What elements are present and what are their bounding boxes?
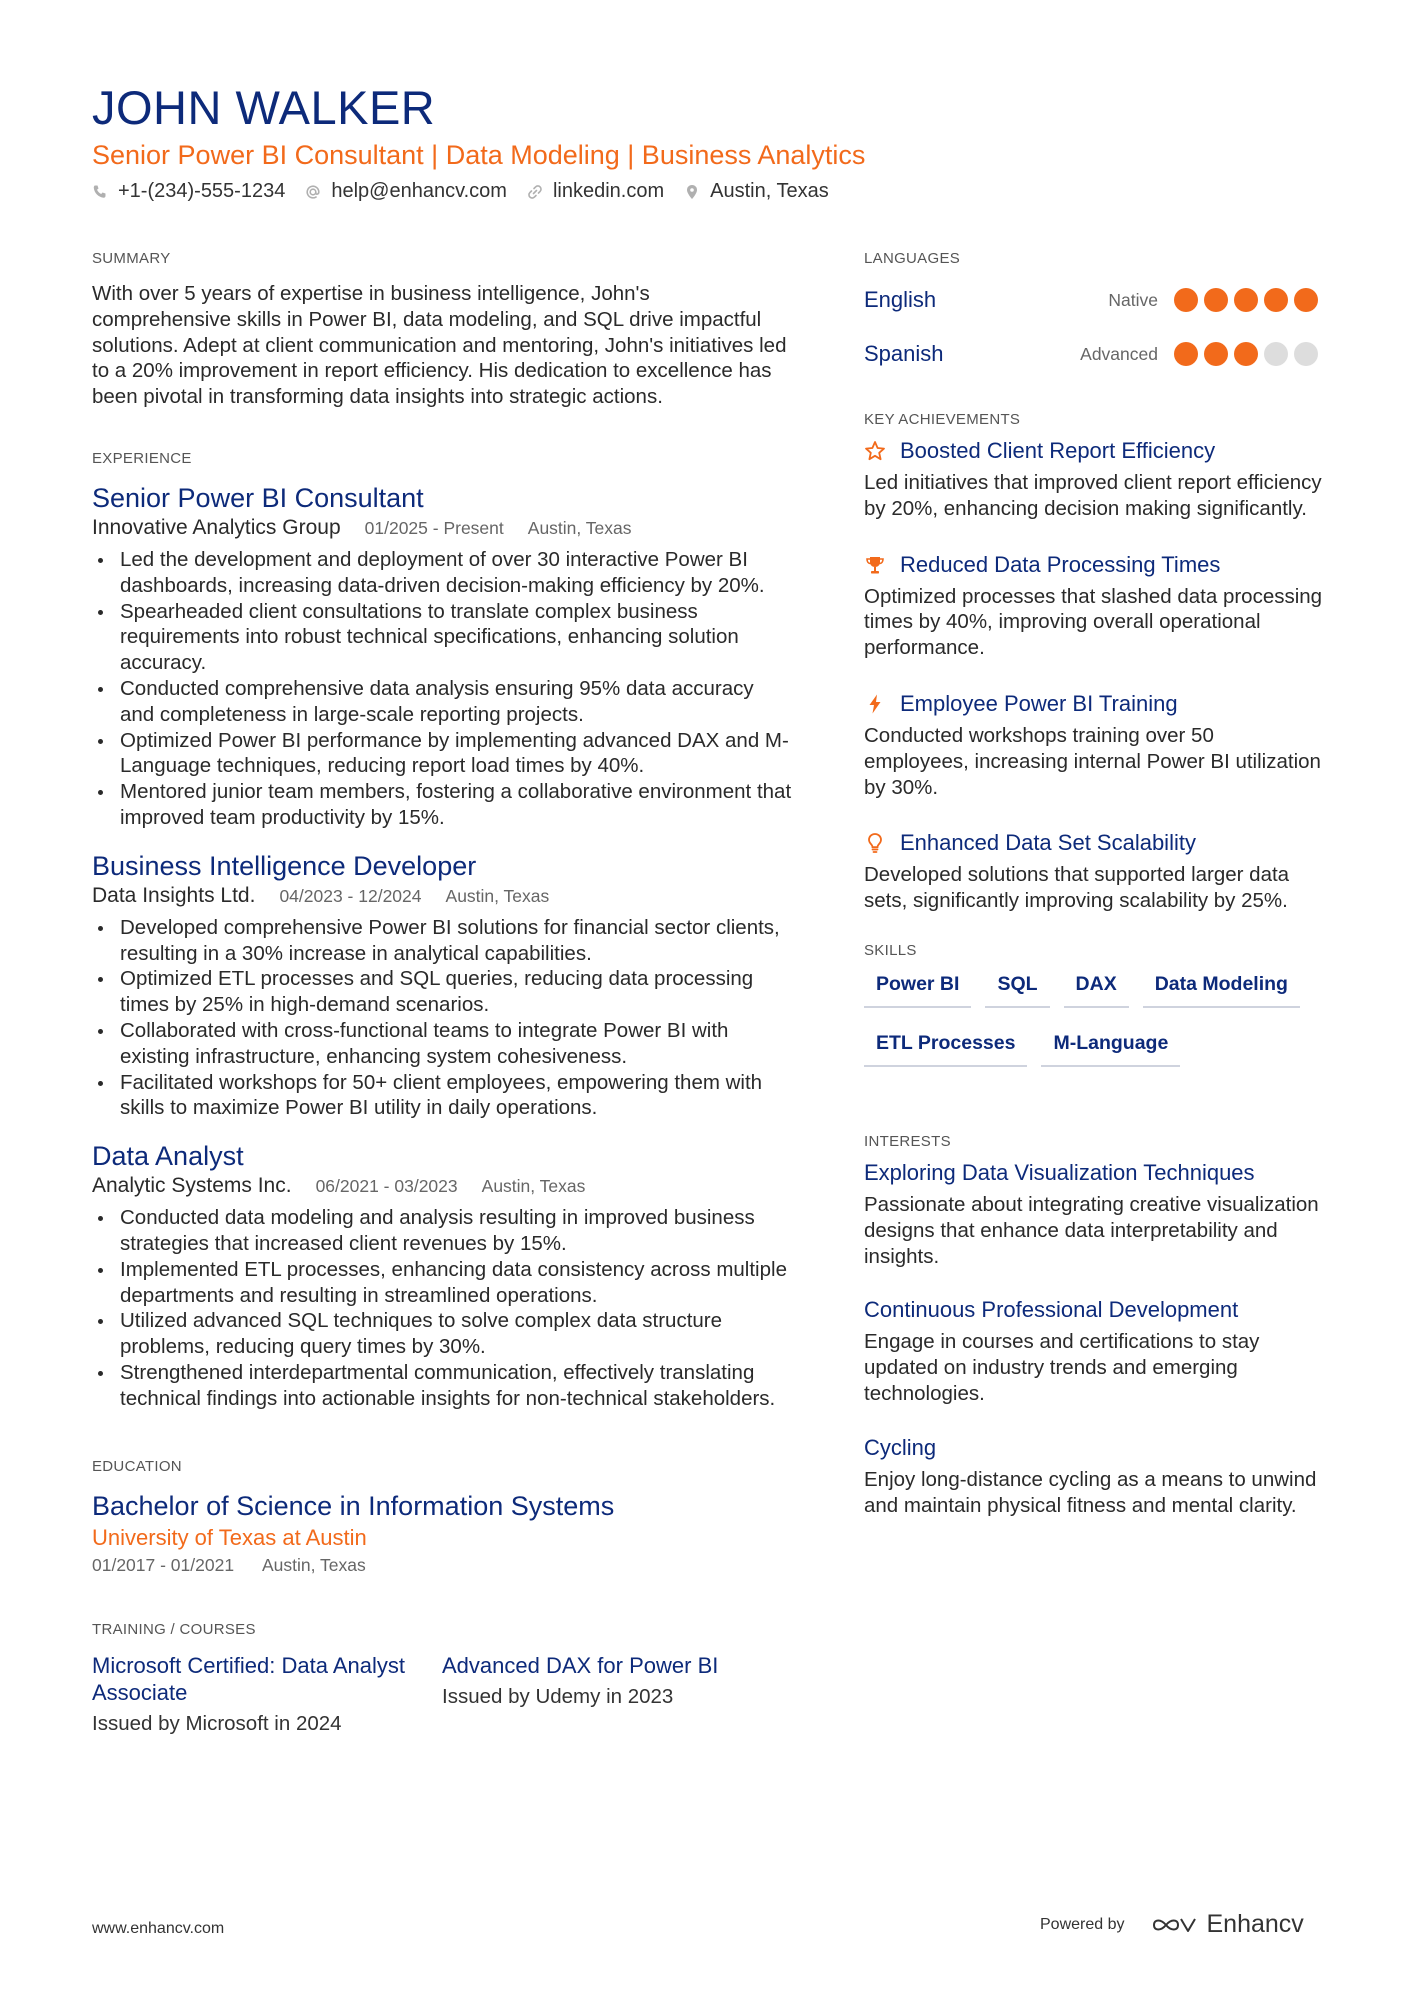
- job-entry: [92, 849, 792, 1121]
- job-company: Analytic Systems Inc.: [92, 1174, 292, 1198]
- footer-website[interactable]: www.enhancv.com: [92, 1920, 225, 1937]
- skill-tag: SQL: [985, 967, 1049, 1008]
- rating-dot-empty: [1264, 342, 1288, 366]
- bullet-item: Strengthened interdepartmental communication, effectively translating technical findings into actionable insights for non-technical stakeholders.: [92, 1360, 792, 1412]
- interest-title: Cycling: [864, 1434, 937, 1460]
- language-row: [864, 327, 1324, 381]
- job-entry: [92, 1139, 792, 1411]
- skills-section: [864, 942, 1324, 1085]
- rating-dot-filled: [1174, 342, 1198, 366]
- education-dates: 01/2017 - 01/2021: [92, 1554, 235, 1575]
- achievement-desc: Led initiatives that improved client report efficiency by 20%, enhancing decision making significantly.: [864, 471, 1322, 520]
- achievement-item: [864, 436, 1324, 522]
- rating-dot-empty: [1294, 342, 1318, 366]
- language-name: Spanish: [864, 341, 944, 366]
- interests-heading: INTERESTS: [864, 1132, 951, 1150]
- achievements-heading: KEY ACHIEVEMENTS: [864, 411, 1021, 428]
- brand-name: Enhancv: [1206, 1910, 1304, 1938]
- achievement-title: Employee Power BI Training: [900, 690, 1178, 716]
- bullet-item: Utilized advanced SQL techniques to solve complex data structure problems, reducing query times by 30%.: [92, 1308, 792, 1360]
- bullet-item: Implemented ETL processes, enhancing data consistency across multiple departments and resulting in streamlined operations.: [92, 1257, 792, 1309]
- at-icon: [305, 184, 321, 200]
- language-name: English: [864, 287, 937, 312]
- achievement-desc: Optimized processes that slashed data processing times by 40%, improving overall operational performance.: [864, 584, 1323, 660]
- job-title: Data Analyst: [92, 1141, 244, 1172]
- education-school: University of Texas at Austin: [92, 1524, 367, 1550]
- job-title: Senior Power BI Consultant: [92, 482, 424, 513]
- experience-section: [92, 450, 792, 1412]
- language-level: Advanced: [1080, 343, 1158, 364]
- rating-dot-filled: [1174, 288, 1198, 312]
- bullet-item: Facilitated workshops for 50+ client employees, empowering them with skills to maximize Power BI utility in daily operations.: [92, 1070, 792, 1122]
- contact-phone[interactable]: [92, 180, 285, 203]
- link-icon: [527, 184, 543, 200]
- course-title: Microsoft Certified: Data Analyst Associate: [92, 1652, 406, 1705]
- trophy-icon: [864, 554, 886, 576]
- education-location: Austin, Texas: [261, 1554, 366, 1575]
- job-bullets: [92, 1205, 792, 1411]
- achievement-desc: Conducted workshops training over 50 employees, increasing internal Power BI utilization by 30%.: [864, 723, 1321, 799]
- rating-dot-filled: [1204, 288, 1228, 312]
- phone-icon: [92, 184, 108, 200]
- left-column: [92, 250, 792, 1776]
- interest-item: [864, 1158, 1324, 1269]
- achievement-item: [864, 550, 1324, 661]
- candidate-name: JOHN WALKER: [92, 81, 436, 134]
- rating-dot-filled: [1294, 288, 1318, 312]
- training-section: [92, 1621, 792, 1736]
- job-meta: [92, 515, 792, 541]
- skill-tag: ETL Processes: [864, 1026, 1027, 1067]
- education-meta: [92, 1553, 792, 1577]
- location-icon: [684, 184, 700, 200]
- job-entry: [92, 481, 792, 831]
- enhancv-logo-icon: [1151, 1913, 1197, 1937]
- contact-bar: [92, 180, 849, 203]
- language-rating: [1174, 288, 1324, 312]
- bullet-item: Optimized ETL processes and SQL queries, reducing data processing times by 25% in high-demand scenarios.: [92, 966, 792, 1018]
- experience-heading: EXPERIENCE: [92, 449, 192, 467]
- job-meta: [92, 1173, 792, 1199]
- language-row: [864, 273, 1324, 327]
- job-dates: 04/2023 - 12/2024: [279, 885, 422, 906]
- interest-title: Continuous Professional Development: [864, 1297, 1239, 1323]
- job-location: Austin, Texas: [527, 517, 632, 538]
- interest-title: Exploring Data Visualization Techniques: [864, 1159, 1255, 1185]
- bullet-item: Conducted comprehensive data analysis ensuring 95% data accuracy and completeness in large-scale reporting projects.: [92, 676, 792, 728]
- skill-tag: Data Modeling: [1143, 967, 1300, 1008]
- contact-linkedin-text: linkedin.com: [552, 180, 665, 202]
- summary-section: [92, 250, 792, 410]
- summary-text: With over 5 years of expertise in business intelligence, John's comprehensive skills in Power BI, data modeling, and SQL drive impactful solutions. Adept at client communication and mentoring, John's initiatives led to a 20% improvement in report efficiency. His dedication to excellence has been pivotal in transforming data insights into strategic actions.: [92, 282, 787, 409]
- interest-item: [864, 1295, 1324, 1406]
- rating-dot-filled: [1204, 342, 1228, 366]
- contact-location: [684, 180, 829, 203]
- job-bullets: [92, 915, 792, 1121]
- skill-tag: Power BI: [864, 967, 971, 1008]
- course-title: Advanced DAX for Power BI: [442, 1652, 719, 1678]
- job-title: Business Intelligence Developer: [92, 850, 477, 881]
- languages-section: [864, 250, 1324, 381]
- interest-desc: Passionate about integrating creative visualization designs that enhance data interpretability and insights.: [864, 1192, 1319, 1268]
- course-item: [92, 1652, 442, 1736]
- education-degree: Bachelor of Science in Information Systems: [92, 1490, 615, 1521]
- job-location: Austin, Texas: [481, 1176, 586, 1197]
- job-bullets: [92, 547, 792, 831]
- lightbulb-icon: [864, 832, 886, 854]
- skill-tag: DAX: [1064, 967, 1129, 1008]
- star-icon: [864, 440, 886, 462]
- contact-location-text: Austin, Texas: [710, 180, 829, 202]
- job-location: Austin, Texas: [445, 885, 550, 906]
- contact-email[interactable]: [305, 180, 507, 203]
- bullet-item: Led the development and deployment of over 30 interactive Power BI dashboards, increasing data-driven decision-making efficiency by 20%.: [92, 547, 792, 599]
- achievements-section: [864, 411, 1324, 914]
- job-dates: 01/2025 - Present: [364, 517, 504, 538]
- skills-heading: SKILLS: [864, 941, 917, 959]
- summary-heading: SUMMARY: [92, 250, 171, 267]
- skill-list: [864, 967, 1324, 1085]
- right-column: [864, 250, 1324, 1558]
- achievement-title: Reduced Data Processing Times: [900, 551, 1221, 577]
- course-issuer: Issued by Microsoft in 2024: [92, 1711, 342, 1735]
- interest-item: [864, 1433, 1324, 1519]
- training-heading: TRAINING / COURSES: [92, 1620, 256, 1638]
- rating-dot-filled: [1234, 288, 1258, 312]
- bullet-item: Developed comprehensive Power BI solutions for financial sector clients, resulting in a 30% increase in analytical capabilities.: [92, 915, 792, 967]
- education-heading: EDUCATION: [92, 1457, 182, 1475]
- powered-by-label: Powered by: [1040, 1915, 1125, 1933]
- footer-branding: [1040, 1910, 1304, 1939]
- interest-desc: Enjoy long-distance cycling as a means to unwind and maintain physical fitness and mental clarity.: [864, 1467, 1317, 1517]
- achievement-item: [864, 689, 1324, 800]
- achievement-desc: Developed solutions that supported larger data sets, significantly improving scalability by 25%.: [864, 863, 1290, 913]
- interest-desc: Engage in courses and certifications to stay updated on industry trends and emerging technologies.: [864, 1330, 1260, 1405]
- bullet-item: Spearheaded client consultations to translate complex business requirements into robust technical specifications, enhancing solution accuracy.: [92, 599, 792, 676]
- education-section: [92, 1458, 792, 1577]
- languages-heading: LANGUAGES: [864, 250, 961, 267]
- language-level: Native: [1108, 289, 1158, 310]
- achievement-title: Enhanced Data Set Scalability: [900, 830, 1196, 856]
- skill-tag: M-Language: [1041, 1026, 1180, 1067]
- job-company: Data Insights Ltd.: [92, 883, 256, 907]
- contact-linkedin[interactable]: [527, 180, 664, 203]
- contact-email-text: help@enhancv.com: [331, 180, 507, 202]
- achievement-title: Boosted Client Report Efficiency: [900, 438, 1216, 463]
- job-meta: [92, 883, 792, 909]
- contact-phone-text: +1-(234)-555-1234: [118, 180, 286, 202]
- course-list: [92, 1652, 792, 1736]
- bolt-icon: [864, 693, 886, 715]
- course-issuer: Issued by Udemy in 2023: [442, 1684, 674, 1708]
- rating-dot-filled: [1234, 342, 1258, 366]
- job-company: Innovative Analytics Group: [92, 515, 341, 539]
- bullet-item: Conducted data modeling and analysis resulting in improved business strategies that increased client revenues by 15%.: [92, 1205, 792, 1257]
- bullet-item: Optimized Power BI performance by implementing advanced DAX and M-Language techniques, reducing report load times by 40%.: [92, 728, 792, 780]
- course-item: [442, 1652, 792, 1736]
- headline: Senior Power BI Consultant | Data Modeling | Business Analytics: [92, 140, 866, 170]
- interests-section: [864, 1133, 1324, 1518]
- language-rating: [1174, 342, 1324, 366]
- brand-logo[interactable]: [1151, 1910, 1304, 1939]
- bullet-item: Mentored junior team members, fostering a collaborative environment that improved team productivity by 15%.: [92, 779, 792, 831]
- job-dates: 06/2021 - 03/2023: [315, 1176, 458, 1197]
- achievement-item: [864, 828, 1324, 914]
- rating-dot-filled: [1264, 288, 1288, 312]
- bullet-item: Collaborated with cross-functional teams to integrate Power BI with existing infrastructure, enhancing system cohesiveness.: [92, 1018, 792, 1070]
